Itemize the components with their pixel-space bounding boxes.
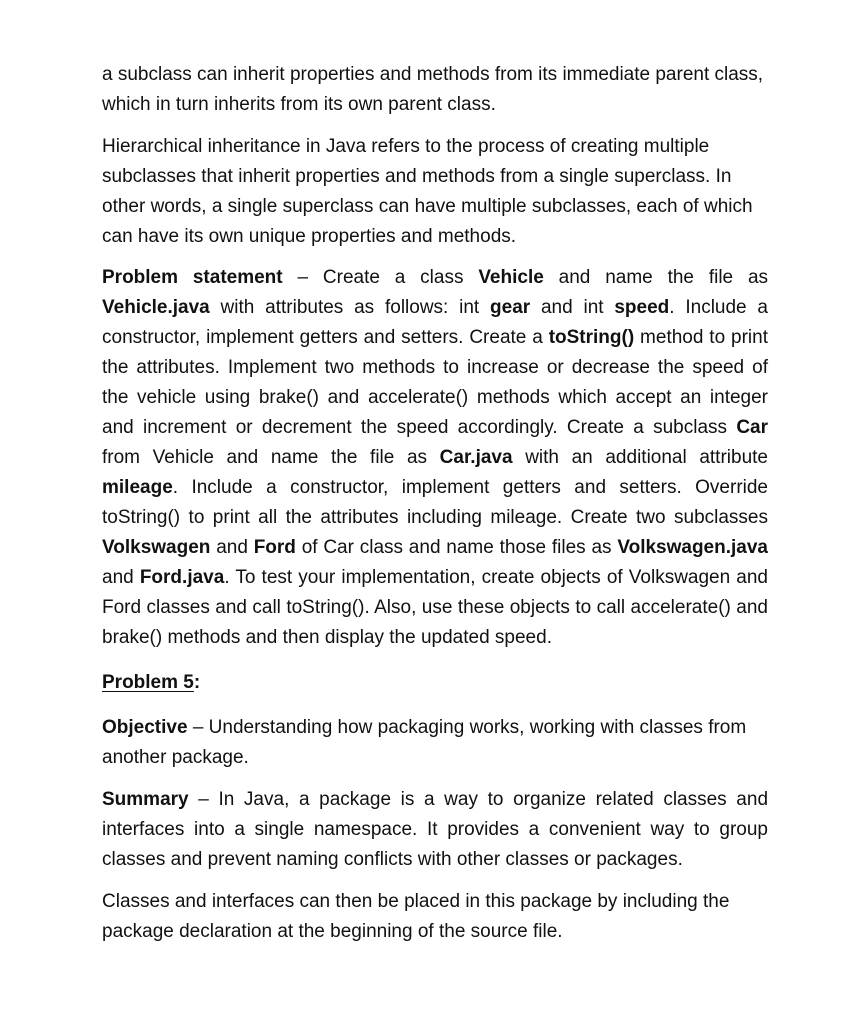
hierarchical-inheritance-paragraph: Hierarchical inheritance in Java refers to the process of creating multiple subclasses that inherit properties and methods from a single superclass. In other words, a single superclass can have multiple subclasses, each of which can have its own unique properties and methods. bbox=[102, 136, 753, 247]
package-declaration-paragraph: Classes and interfaces can then be placed in this package by including the package declaration at the beginning of the source file. bbox=[102, 891, 730, 942]
summary-paragraph: Summary – In Java, a package is a way to organize related classes and interfaces into a single namespace. It provides a convenient way to group classes and prevent naming conflicts with other classes or packages. bbox=[102, 789, 769, 870]
problem-statement-paragraph: Problem statement – Create a class Vehicle and name the file as Vehicle.java with attributes as follows: int gear and int speed. Include a constructor, implement getters and setters. Create a toString() method to print the attributes. Implement two methods to increase or decrease the speed of the vehicle using brake() and accelerate() methods which accept an integer and increment or decrement the speed accordingly. Create a subclass Car from Vehicle and name the file as Car.java with an additional attribute mileage. Include a constructor, implement getters and setters. Override toString() to print all the attributes including mileage. Create two subclasses Volkswagen and Ford of Car class and name those files as Volkswagen.java and Ford.java. To test your implementation, create objects of Volkswagen and Ford classes and call toString(). Also, use these objects to call accelerate() and brake() methods and then display the updated speed. bbox=[102, 267, 769, 648]
problem-statement-label: Problem statement bbox=[102, 267, 283, 288]
inheritance-paragraph: a subclass can inherit properties and methods from its immediate parent class, which in turn inherits from its own parent class. bbox=[102, 64, 764, 115]
objective-label: Objective bbox=[102, 717, 188, 738]
problem-5-heading: Problem 5: bbox=[102, 672, 201, 693]
summary-label: Summary bbox=[102, 789, 189, 810]
objective-paragraph: Objective – Understanding how packaging works, working with classes from another package. bbox=[102, 717, 747, 768]
